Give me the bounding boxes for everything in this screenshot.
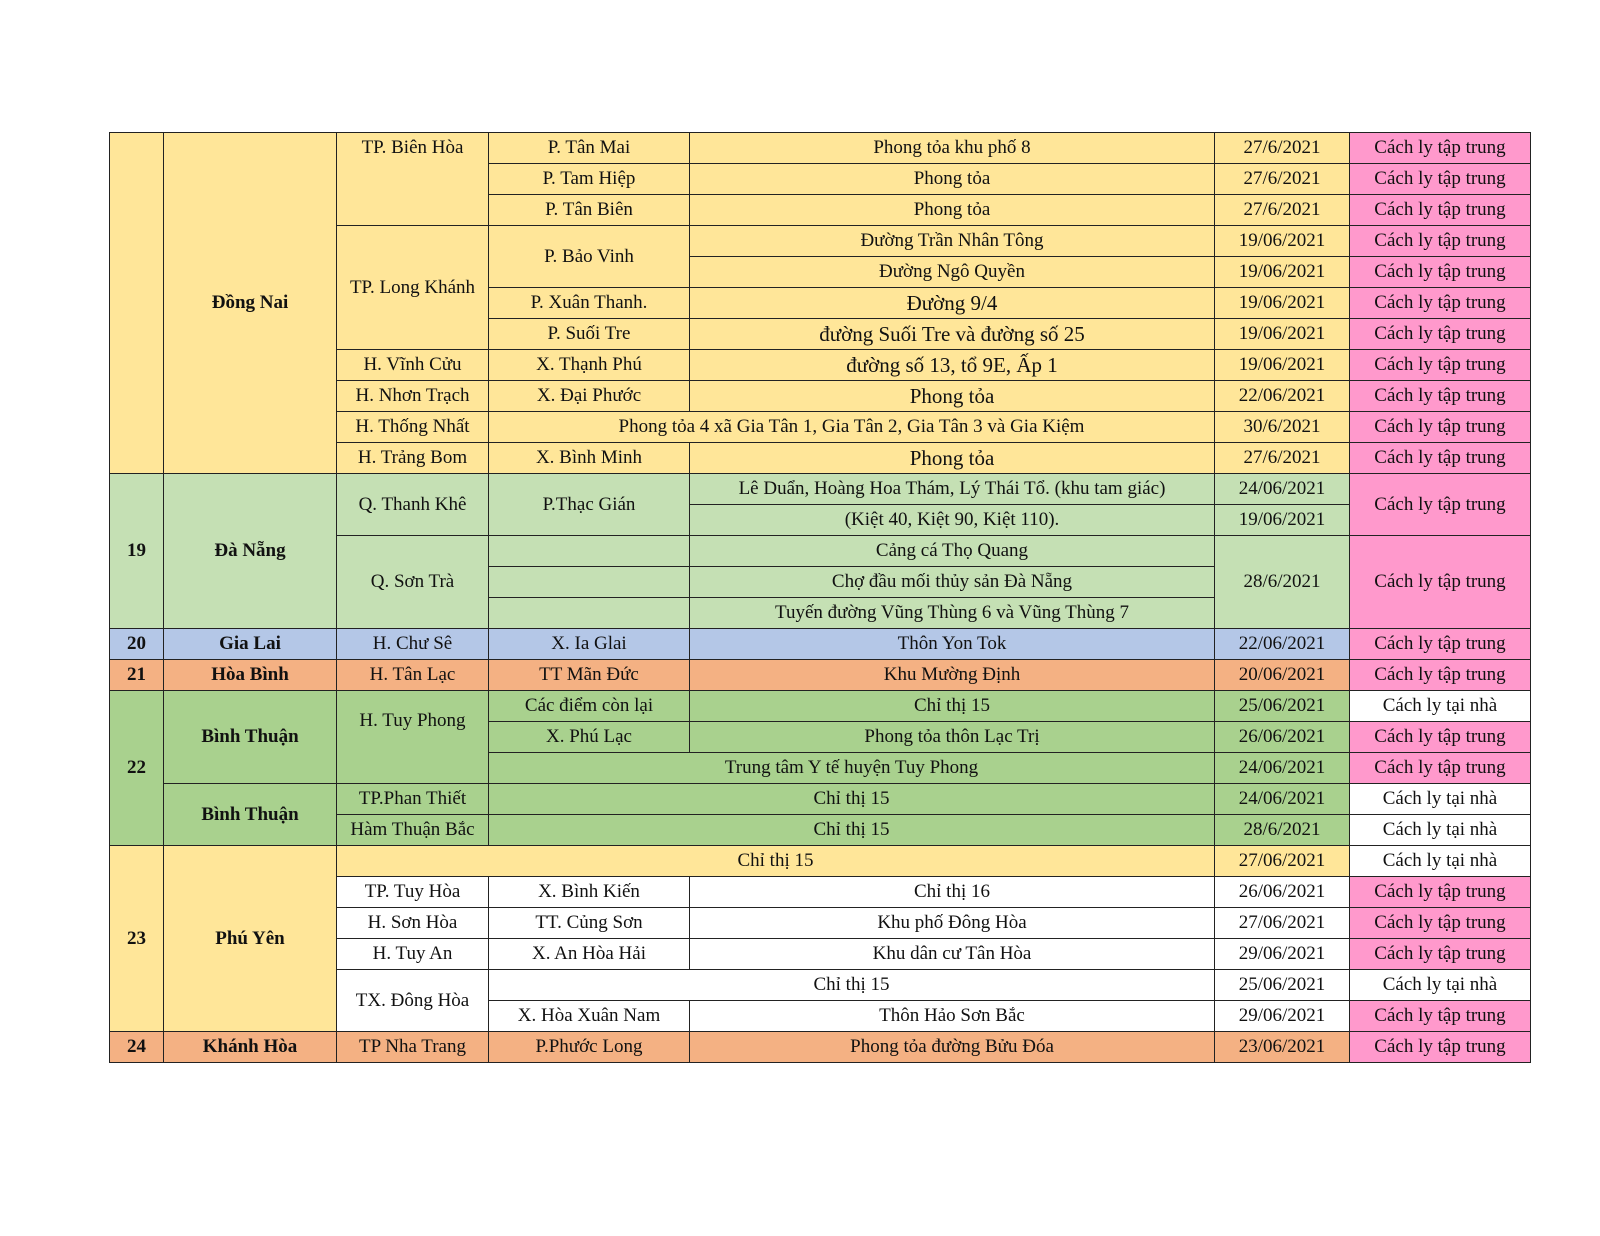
table-row bbox=[110, 691, 1531, 722]
area-cell: Cảng cá Thọ Quang bbox=[690, 536, 1215, 567]
district-cell: TP. Long Khánh bbox=[337, 226, 489, 350]
area-cell: Phong tỏa thôn Lạc Trị bbox=[690, 722, 1215, 753]
ward-cell: X. Bình Minh bbox=[489, 443, 690, 474]
area-cell: Phong tỏa bbox=[690, 381, 1215, 412]
province-cell: Hòa Bình bbox=[164, 660, 337, 691]
area-cell: Phong tỏa 4 xã Gia Tân 1, Gia Tân 2, Gia Tân 3 và Gia Kiệm bbox=[489, 412, 1215, 443]
date-cell: 19/06/2021 bbox=[1215, 350, 1350, 381]
ward-cell: P. Bảo Vinh bbox=[489, 226, 690, 288]
area-cell: Đường Ngô Quyền bbox=[690, 257, 1215, 288]
district-cell: H. Vĩnh Cửu bbox=[337, 350, 489, 381]
date-cell: 19/06/2021 bbox=[1215, 226, 1350, 257]
ward-cell: P. Tam Hiệp bbox=[489, 164, 690, 195]
date-cell: 29/06/2021 bbox=[1215, 1001, 1350, 1032]
table-row bbox=[110, 1032, 1531, 1063]
area-cell: Thôn Hảo Sơn Bắc bbox=[690, 1001, 1215, 1032]
district-cell: H. Thống Nhất bbox=[337, 412, 489, 443]
row-number-cell bbox=[110, 133, 164, 474]
date-cell: 28/6/2021 bbox=[1215, 815, 1350, 846]
area-cell: Lê Duẩn, Hoàng Hoa Thám, Lý Thái Tổ. (khu tam giác) bbox=[690, 474, 1215, 505]
district-cell: H. Trảng Bom bbox=[337, 443, 489, 474]
date-cell: 19/06/2021 bbox=[1215, 288, 1350, 319]
row-number-cell: 20 bbox=[110, 629, 164, 660]
area-cell: Chỉ thị 16 bbox=[690, 877, 1215, 908]
ward-cell: TT. Củng Sơn bbox=[489, 908, 690, 939]
status-cell: Cách ly tại nhà bbox=[1350, 691, 1531, 722]
area-cell: Thôn Yon Tok bbox=[690, 629, 1215, 660]
ward-cell: P. Suối Tre bbox=[489, 319, 690, 350]
date-cell: 27/6/2021 bbox=[1215, 164, 1350, 195]
area-cell: Chợ đầu mối thủy sản Đà Nẵng bbox=[690, 567, 1215, 598]
date-cell: 19/06/2021 bbox=[1215, 319, 1350, 350]
status-cell: Cách ly tập trung bbox=[1350, 288, 1531, 319]
table-row bbox=[110, 660, 1531, 691]
date-cell: 28/6/2021 bbox=[1215, 536, 1350, 629]
ward-cell: P. Xuân Thanh. bbox=[489, 288, 690, 319]
status-cell: Cách ly tập trung bbox=[1350, 877, 1531, 908]
province-cell: Phú Yên bbox=[164, 846, 337, 1032]
ward-cell bbox=[489, 536, 690, 567]
district-cell: H. Tân Lạc bbox=[337, 660, 489, 691]
status-cell: Cách ly tập trung bbox=[1350, 412, 1531, 443]
area-cell: (Kiệt 40, Kiệt 90, Kiệt 110). bbox=[690, 505, 1215, 536]
status-cell: Cách ly tập trung bbox=[1350, 381, 1531, 412]
date-cell: 26/06/2021 bbox=[1215, 722, 1350, 753]
district-cell: TP Nha Trang bbox=[337, 1032, 489, 1063]
district-cell: H. Tuy An bbox=[337, 939, 489, 970]
row-number-cell: 23 bbox=[110, 846, 164, 1032]
area-cell: Khu dân cư Tân Hòa bbox=[690, 939, 1215, 970]
district-cell: H. Nhơn Trạch bbox=[337, 381, 489, 412]
area-cell: Đường Trần Nhân Tông bbox=[690, 226, 1215, 257]
date-cell: 27/6/2021 bbox=[1215, 443, 1350, 474]
status-cell: Cách ly tập trung bbox=[1350, 133, 1531, 164]
province-cell: Đồng Nai bbox=[164, 133, 337, 474]
date-cell: 24/06/2021 bbox=[1215, 784, 1350, 815]
status-cell: Cách ly tập trung bbox=[1350, 443, 1531, 474]
district-cell: H. Chư Sê bbox=[337, 629, 489, 660]
ward-cell: P. Tân Biên bbox=[489, 195, 690, 226]
date-cell: 25/06/2021 bbox=[1215, 691, 1350, 722]
district-cell: TP. Tuy Hòa bbox=[337, 877, 489, 908]
province-cell: Bình Thuận bbox=[164, 784, 337, 846]
date-cell: 22/06/2021 bbox=[1215, 381, 1350, 412]
row-number-cell: 24 bbox=[110, 1032, 164, 1063]
status-cell: Cách ly tập trung bbox=[1350, 257, 1531, 288]
area-cell: Phong tỏa đường Bửu Đóa bbox=[690, 1032, 1215, 1063]
date-cell: 22/06/2021 bbox=[1215, 629, 1350, 660]
date-cell: 19/06/2021 bbox=[1215, 257, 1350, 288]
area-cell: Đường 9/4 bbox=[690, 288, 1215, 319]
ward-cell: X. Hòa Xuân Nam bbox=[489, 1001, 690, 1032]
district-cell: Hàm Thuận Bắc bbox=[337, 815, 489, 846]
status-cell: Cách ly tập trung bbox=[1350, 908, 1531, 939]
status-cell: Cách ly tập trung bbox=[1350, 226, 1531, 257]
status-cell: Cách ly tập trung bbox=[1350, 753, 1531, 784]
table-row bbox=[110, 474, 1531, 505]
ward-cell: P. Tân Mai bbox=[489, 133, 690, 164]
area-cell: Phong tỏa khu phố 8 bbox=[690, 133, 1215, 164]
status-cell: Cách ly tập trung bbox=[1350, 164, 1531, 195]
date-cell: 26/06/2021 bbox=[1215, 877, 1350, 908]
status-cell: Cách ly tập trung bbox=[1350, 350, 1531, 381]
area-cell: Phong tỏa bbox=[690, 443, 1215, 474]
province-cell: Đà Nẵng bbox=[164, 474, 337, 629]
ward-cell: X. Ia Glai bbox=[489, 629, 690, 660]
area-cell: Chỉ thị 15 bbox=[489, 815, 1215, 846]
district-cell: Q. Thanh Khê bbox=[337, 474, 489, 536]
row-number-cell: 22 bbox=[110, 691, 164, 846]
ward-cell bbox=[489, 567, 690, 598]
date-cell: 25/06/2021 bbox=[1215, 970, 1350, 1001]
ward-cell: P.Phước Long bbox=[489, 1032, 690, 1063]
area-cell: đường số 13, tổ 9E, Ấp 1 bbox=[690, 350, 1215, 381]
status-cell: Cách ly tập trung bbox=[1350, 1001, 1531, 1032]
status-cell: Cách ly tập trung bbox=[1350, 474, 1531, 536]
status-cell: Cách ly tại nhà bbox=[1350, 815, 1531, 846]
quarantine-table bbox=[109, 132, 1531, 1063]
ward-cell: X. Thạnh Phú bbox=[489, 350, 690, 381]
status-cell: Cách ly tập trung bbox=[1350, 536, 1531, 629]
date-cell: 27/6/2021 bbox=[1215, 133, 1350, 164]
district-cell: TX. Đông Hòa bbox=[337, 970, 489, 1032]
status-cell: Cách ly tập trung bbox=[1350, 195, 1531, 226]
ward-cell: X. An Hòa Hải bbox=[489, 939, 690, 970]
date-cell: 30/6/2021 bbox=[1215, 412, 1350, 443]
status-cell: Cách ly tập trung bbox=[1350, 660, 1531, 691]
status-cell: Cách ly tại nhà bbox=[1350, 846, 1531, 877]
date-cell: 29/06/2021 bbox=[1215, 939, 1350, 970]
ward-cell: Các điểm còn lại bbox=[489, 691, 690, 722]
row-number-cell: 19 bbox=[110, 474, 164, 629]
ward-cell: X. Bình Kiến bbox=[489, 877, 690, 908]
status-cell: Cách ly tập trung bbox=[1350, 722, 1531, 753]
area-cell: Khu Mường Định bbox=[690, 660, 1215, 691]
ward-cell: TT Mãn Đức bbox=[489, 660, 690, 691]
status-cell: Cách ly tại nhà bbox=[1350, 970, 1531, 1001]
table-row bbox=[110, 846, 1531, 877]
date-cell: 19/06/2021 bbox=[1215, 505, 1350, 536]
table-row bbox=[110, 133, 1531, 164]
district-cell: H. Tuy Phong bbox=[337, 691, 489, 784]
date-cell: 27/06/2021 bbox=[1215, 846, 1350, 877]
date-cell: 23/06/2021 bbox=[1215, 1032, 1350, 1063]
status-cell: Cách ly tập trung bbox=[1350, 319, 1531, 350]
status-cell: Cách ly tập trung bbox=[1350, 939, 1531, 970]
status-cell: Cách ly tập trung bbox=[1350, 629, 1531, 660]
ward-cell: P.Thạc Gián bbox=[489, 474, 690, 536]
district-cell: TP.Phan Thiết bbox=[337, 784, 489, 815]
province-cell: Gia Lai bbox=[164, 629, 337, 660]
ward-cell: X. Đại Phước bbox=[489, 381, 690, 412]
ward-cell: X. Phú Lạc bbox=[489, 722, 690, 753]
table-row bbox=[110, 629, 1531, 660]
district-cell: H. Sơn Hòa bbox=[337, 908, 489, 939]
area-cell: Chỉ thị 15 bbox=[690, 691, 1215, 722]
area-cell: Khu phố Đông Hòa bbox=[690, 908, 1215, 939]
date-cell: 20/06/2021 bbox=[1215, 660, 1350, 691]
area-cell: đường Suối Tre và đường số 25 bbox=[690, 319, 1215, 350]
date-cell: 27/06/2021 bbox=[1215, 908, 1350, 939]
area-cell: Phong tỏa bbox=[690, 164, 1215, 195]
date-cell: 27/6/2021 bbox=[1215, 195, 1350, 226]
area-cell: Chỉ thị 15 bbox=[489, 784, 1215, 815]
date-cell: 24/06/2021 bbox=[1215, 474, 1350, 505]
status-cell: Cách ly tại nhà bbox=[1350, 784, 1531, 815]
area-cell: Chỉ thị 15 bbox=[489, 970, 1215, 1001]
date-cell: 24/06/2021 bbox=[1215, 753, 1350, 784]
province-cell: Bình Thuận bbox=[164, 691, 337, 784]
ward-cell bbox=[489, 598, 690, 629]
status-cell: Cách ly tập trung bbox=[1350, 1032, 1531, 1063]
row-number-cell: 21 bbox=[110, 660, 164, 691]
province-cell: Khánh Hòa bbox=[164, 1032, 337, 1063]
area-cell: Trung tâm Y tế huyện Tuy Phong bbox=[489, 753, 1215, 784]
area-cell: Chỉ thị 15 bbox=[337, 846, 1215, 877]
table-row bbox=[110, 784, 1531, 815]
area-cell: Tuyến đường Vũng Thùng 6 và Vũng Thùng 7 bbox=[690, 598, 1215, 629]
area-cell: Phong tỏa bbox=[690, 195, 1215, 226]
district-cell: Q. Sơn Trà bbox=[337, 536, 489, 629]
district-cell: TP. Biên Hòa bbox=[337, 133, 489, 226]
